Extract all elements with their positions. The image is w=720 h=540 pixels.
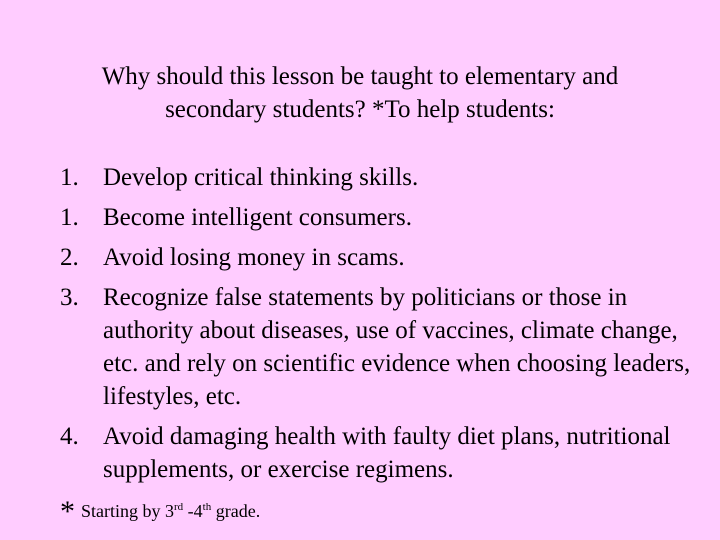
list-item-text: Recognize false statements by politicians or those in authority about diseases, use of vaccines, climate change, etc. and rely on scientific evidence when choosing leaders, lifestyles, etc.: [103, 284, 691, 410]
footnote-text-after: grade.: [211, 501, 261, 521]
reasons-list: [60, 161, 700, 493]
list-item-number: 1.: [60, 164, 79, 191]
slide-title: [40, 60, 680, 126]
footnote: [60, 496, 260, 527]
list-item: [60, 201, 700, 234]
list-item: [60, 281, 700, 413]
list-item-text: Develop critical thinking skills.: [103, 164, 419, 191]
list-item-number: 4.: [60, 423, 79, 450]
list-item-number: 1.: [60, 204, 79, 231]
list-item: [60, 241, 700, 274]
list-item-number: 2.: [60, 244, 79, 271]
footnote-superscript-rd: rd: [174, 501, 184, 513]
footnote-text-middle: -4: [183, 501, 203, 521]
footnote-superscript-th: th: [202, 501, 212, 513]
list-item-text: Avoid losing money in scams.: [103, 244, 405, 271]
list-item-text: Become intelligent consumers.: [103, 204, 412, 231]
title-line-2: secondary students? *To help students:: [165, 96, 555, 123]
list-item-text: Avoid damaging health with faulty diet plans, nutritional supplements, or exercise regimens.: [103, 423, 671, 483]
list-item: [60, 161, 700, 194]
footnote-asterisk: *: [60, 495, 75, 528]
list-item: [60, 420, 700, 486]
title-line-1: Why should this lesson be taught to elementary and: [101, 63, 619, 90]
list-item-number: 3.: [60, 284, 79, 311]
footnote-text-before: Starting by 3: [81, 501, 174, 521]
